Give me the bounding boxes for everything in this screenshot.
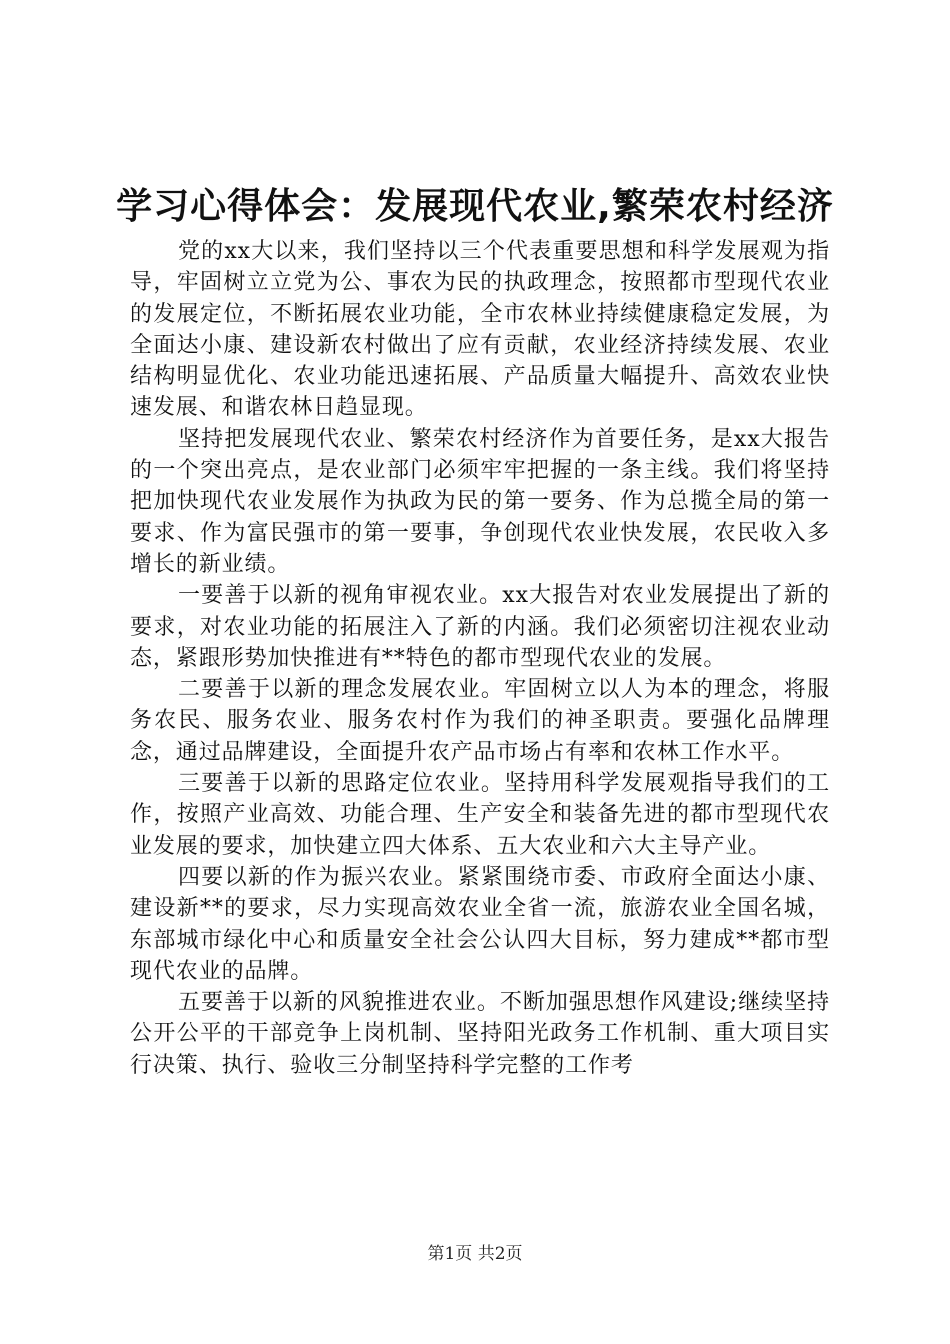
document-title: 学习心得体会：发展现代农业,繁荣农村经济 [116, 186, 834, 227]
paragraph: 三要善于以新的思路定位农业。坚持用科学发展观指导我们的工作，按照产业高效、功能合理、生产安全和装备先进的都市型现代农业发展的要求，加快建立四大体系、五大农业和六大主导产业。 [130, 771, 830, 859]
paragraph: 一要善于以新的视角审视农业。xx大报告对农业发展提出了新的要求，对农业功能的拓展注入了新的内涵。我们必须密切注视农业动态，紧跟形势加快推进有**特色的都市型现代农业的发展。 [130, 583, 830, 671]
document-body [130, 236, 830, 1081]
paragraph: 二要善于以新的理念发展农业。牢固树立以人为本的理念，将服务农民、服务农业、服务农村作为我们的神圣职责。要强化品牌理念，通过品牌建设，全面提升农产品市场占有率和农林工作水平。 [130, 677, 830, 765]
paragraph: 党的xx大以来，我们坚持以三个代表重要思想和科学发展观为指导，牢固树立立党为公、事农为民的执政理念，按照都市型现代农业的发展定位，不断拓展农业功能，全市农林业持续健康稳定发展，为全面达小康、建设新农村做出了应有贡献，农业经济持续发展、农业结构明显优化、农业功能迅速拓展、产品质量大幅提升、高效农业快速发展、和谐农林日趋显现。 [130, 239, 830, 421]
paragraph: 坚持把发展现代农业、繁荣农村经济作为首要任务，是xx大报告的一个突出亮点，是农业部门必须牢牢把握的一条主线。我们将坚持把加快现代农业发展作为执政为民的第一要务、作为总揽全局的第一要求、作为富民强市的第一要事，争创现代农业快发展，农民收入多增长的新业绩。 [130, 426, 830, 577]
paragraph: 五要善于以新的风貌推进农业。不断加强思想作风建设;继续坚持公开公平的干部竞争上岗机制、坚持阳光政务工作机制、重大项目实行决策、执行、验收三分制坚持科学完整的工作考 [130, 990, 830, 1078]
paragraph: 四要以新的作为振兴农业。紧紧围绕市委、市政府全面达小康、建设新**的要求，尽力实现高效农业全省一流，旅游农业全国名城，东部城市绿化中心和质量安全社会公认四大目标，努力建成**都市型现代农业的品牌。 [130, 864, 830, 984]
page-number-footer: 第1页 共2页 [427, 1244, 523, 1264]
